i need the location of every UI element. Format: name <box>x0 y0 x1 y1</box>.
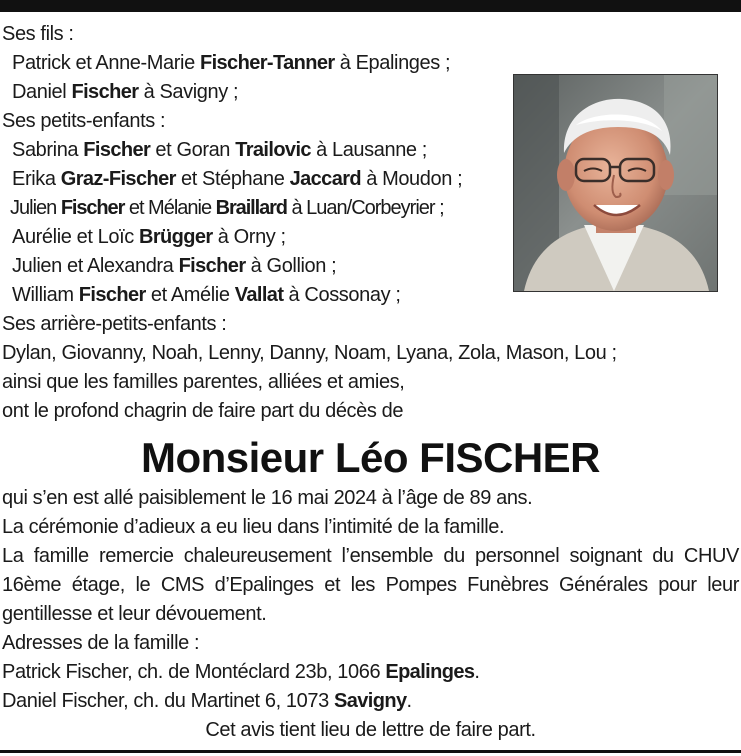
address-entry: Daniel Fischer, ch. du Martinet 6, 1073 Savigny. <box>2 690 412 712</box>
announce-line: ont le profond chagrin de faire part du décès de <box>2 400 404 422</box>
bottom-border <box>0 750 741 753</box>
grandchildren-heading: Ses petits-enfants : <box>2 110 166 132</box>
obituary-text <box>2 20 739 745</box>
address-entry: Patrick Fischer, ch. de Montéclard 23b, 1066 Epalinges. <box>2 661 480 683</box>
grandchild-entry: Aurélie et Loïc Brügger à Orny ; <box>12 226 286 248</box>
closing-line: Cet avis tient lieu de lettre de faire part. <box>205 719 536 741</box>
thanks-paragraph: La famille remercie chaleureusement l’ensemble du personnel soignant du CHUV 16ème étage, le CMS d’Epalinges et les Pompes Funèbres Générales pour leur gentillesse et leur dévouement. <box>2 545 739 625</box>
grandchild-entry: Julien Fischer et Mélanie Braillard à Luan/Corbeyrier ; <box>10 197 444 219</box>
deceased-name: Monsieur Léo FISCHER <box>140 434 601 481</box>
son-entry: Patrick et Anne-Marie Fischer-Tanner à Epalinges ; <box>12 52 451 74</box>
great-grandchildren-list: Dylan, Giovanny, Noah, Lenny, Danny, Noam, Lyana, Zola, Mason, Lou ; <box>2 342 617 364</box>
sons-heading: Ses fils : <box>2 23 74 45</box>
grandchild-entry: William Fischer et Amélie Vallat à Cossonay ; <box>12 284 401 306</box>
top-border <box>0 0 741 12</box>
families-line: ainsi que les familles parentes, alliées et amies, <box>2 371 405 393</box>
grandchild-entry: Sabrina Fischer et Goran Trailovic à Lausanne ; <box>12 139 427 161</box>
grandchild-entry: Erika Graz-Fischer et Stéphane Jaccard à Moudon ; <box>12 168 463 190</box>
addresses-heading: Adresses de la famille : <box>2 632 200 654</box>
ceremony-line: La cérémonie d’adieux a eu lieu dans l’intimité de la famille. <box>2 516 505 538</box>
passing-line: qui s’en est allé paisiblement le 16 mai 2024 à l’âge de 89 ans. <box>2 487 533 509</box>
great-grandchildren-heading: Ses arrière-petits-enfants : <box>2 313 227 335</box>
grandchild-entry: Julien et Alexandra Fischer à Gollion ; <box>12 255 337 277</box>
son-entry: Daniel Fischer à Savigny ; <box>12 81 239 103</box>
